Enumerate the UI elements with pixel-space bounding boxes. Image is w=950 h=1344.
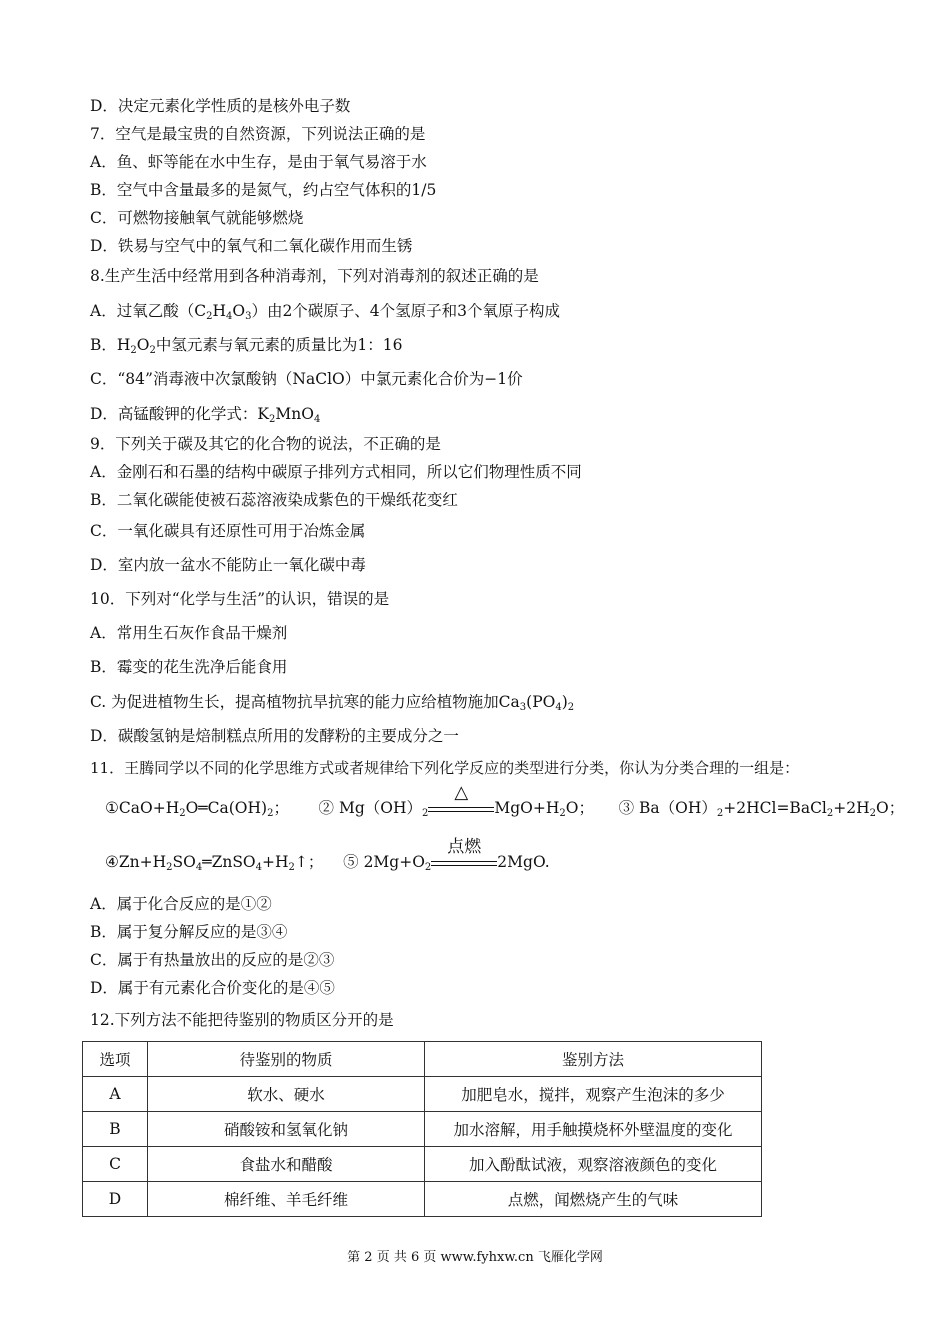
q8-option-c: C．“84”消毒液中次氯酸钠（NaClO）中氯元素化合价为−1价 <box>90 370 523 388</box>
q6-option-d: D．决定元素化学性质的是核外电子数 <box>90 97 351 115</box>
q10-option-b: B．霉变的花生洗净后能食用 <box>90 658 288 676</box>
q12-stem: 12.下列方法不能把待鉴别的物质区分开的是 <box>90 1011 394 1029</box>
q10-option-d: D．碳酸氢钠是焙制糕点所用的发酵粉的主要成分之一 <box>90 727 459 745</box>
equation-4: $④Zn+H_2SO_4═ZnSO_4+H_2↑$； <box>105 853 324 873</box>
table-cell: 食盐水和醋酸 <box>148 1147 425 1182</box>
table-cell: 加肥皂水，搅拌，观察产生泡沫的多少 <box>425 1077 762 1112</box>
q7-option-c: C．可燃物接触氧气就能够燃烧 <box>90 209 304 227</box>
q11-equations-row-2 <box>105 837 550 873</box>
q10-stem: 10．下列对“化学与生活”的认识，错误的是 <box>90 590 390 608</box>
q7-option-b: B．空气中含量最多的是氮气，约占空气体积的1/5 <box>90 181 437 199</box>
q9-option-c: C．一氧化碳具有还原性可用于冶炼金属 <box>90 522 366 540</box>
page-footer: 第 2 页 共 6 页 www.fyhxw.cn 飞雁化学网 <box>347 1250 603 1265</box>
table-cell: 加水溶解，用手触摸烧杯外壁温度的变化 <box>425 1112 762 1147</box>
table-cell: 硝酸铵和氢氧化钠 <box>148 1112 425 1147</box>
table-row <box>83 1182 762 1217</box>
equation-2: ② $Mg(OH)_2$ △ $MgO+H_2O$； <box>318 782 594 819</box>
heat-condition-sign: △ <box>428 799 494 819</box>
table-cell: B <box>83 1112 148 1147</box>
q8-option-a: A．过氧乙酸$(C_2H_4O_3)$由2个碳原子、4个氢原子和3个氧原子构成 <box>90 302 561 322</box>
table-header: 鉴别方法 <box>425 1042 762 1077</box>
q10-option-c: C. 为促进植物生长，提高植物抗旱抗寒的能力应给植物施加$Ca_3(PO_4)_2$ <box>90 693 575 713</box>
equation-5: ⑤ $2Mg+O_2$ 点燃 2MgO. <box>343 837 550 873</box>
q9-option-b: B．二氧化碳能使被石蕊溶液染成紫色的干燥纸花变红 <box>90 491 458 509</box>
q9-option-a: A．金刚石和石墨的结构中碳原子排列方式相同，所以它们物理性质不同 <box>90 463 582 481</box>
table-cell: A <box>83 1077 148 1112</box>
q11-option-c: C．属于有热量放出的反应的是②③ <box>90 951 335 969</box>
table-header: 待鉴别的物质 <box>148 1042 425 1077</box>
q12-table <box>82 1041 762 1217</box>
q9-option-d: D．室内放一盆水不能防止一氧化碳中毒 <box>90 556 366 574</box>
q11-option-d: D．属于有元素化合价变化的是④⑤ <box>90 979 335 997</box>
table-cell: 点燃，闻燃烧产生的气味 <box>425 1182 762 1217</box>
q7-option-a: A．鱼、虾等能在水中生存，是由于氧气易溶于水 <box>90 153 427 171</box>
table-header-row <box>83 1042 762 1077</box>
q11-option-a: A．属于化合反应的是①② <box>90 895 272 913</box>
table-row <box>83 1147 762 1182</box>
q7-stem: 7．空气是最宝贵的自然资源，下列说法正确的是 <box>90 125 426 143</box>
q8-option-b: B．$H_2O_2$中氢元素与氧元素的质量比为1：16 <box>90 336 403 356</box>
ignition-condition-sign: 点燃 <box>431 853 497 873</box>
table-cell: 加入酚酞试液，观察溶液颜色的变化 <box>425 1147 762 1182</box>
q7-option-d: D．铁易与空气中的氧气和二氧化碳作用而生锈 <box>90 237 413 255</box>
q8-option-d: D．高锰酸钾的化学式：$K_2MnO_4$ <box>90 405 321 425</box>
equation-1: $①CaO+H_2O═Ca(OH)_2$； <box>105 799 289 819</box>
q10-option-a: A．常用生石灰作食品干燥剂 <box>90 624 288 642</box>
q9-stem: 9．下列关于碳及其它的化合物的说法，不正确的是 <box>90 435 441 453</box>
table-row <box>83 1077 762 1112</box>
q11-stem: 11．王腾同学以不同的化学思维方式或者规律给下列化学反应的类型进行分类，你认为分类合理的一组是： <box>90 759 800 777</box>
q8-stem: 8.生产生活中经常用到各种消毒剂，下列对消毒剂的叙述正确的是 <box>90 267 539 285</box>
q11-option-b: B．属于复分解反应的是③④ <box>90 923 288 941</box>
q11-equations-row-1 <box>105 782 905 819</box>
table-header: 选项 <box>83 1042 148 1077</box>
table-row <box>83 1112 762 1147</box>
table-cell: 软水、硬水 <box>148 1077 425 1112</box>
equation-3: ③ $Ba(OH)_2+2HCl=BaCl_2+2H_2O$； <box>618 799 905 819</box>
table-cell: 棉纤维、羊毛纤维 <box>148 1182 425 1217</box>
table-cell: D <box>83 1182 148 1217</box>
table-cell: C <box>83 1147 148 1182</box>
